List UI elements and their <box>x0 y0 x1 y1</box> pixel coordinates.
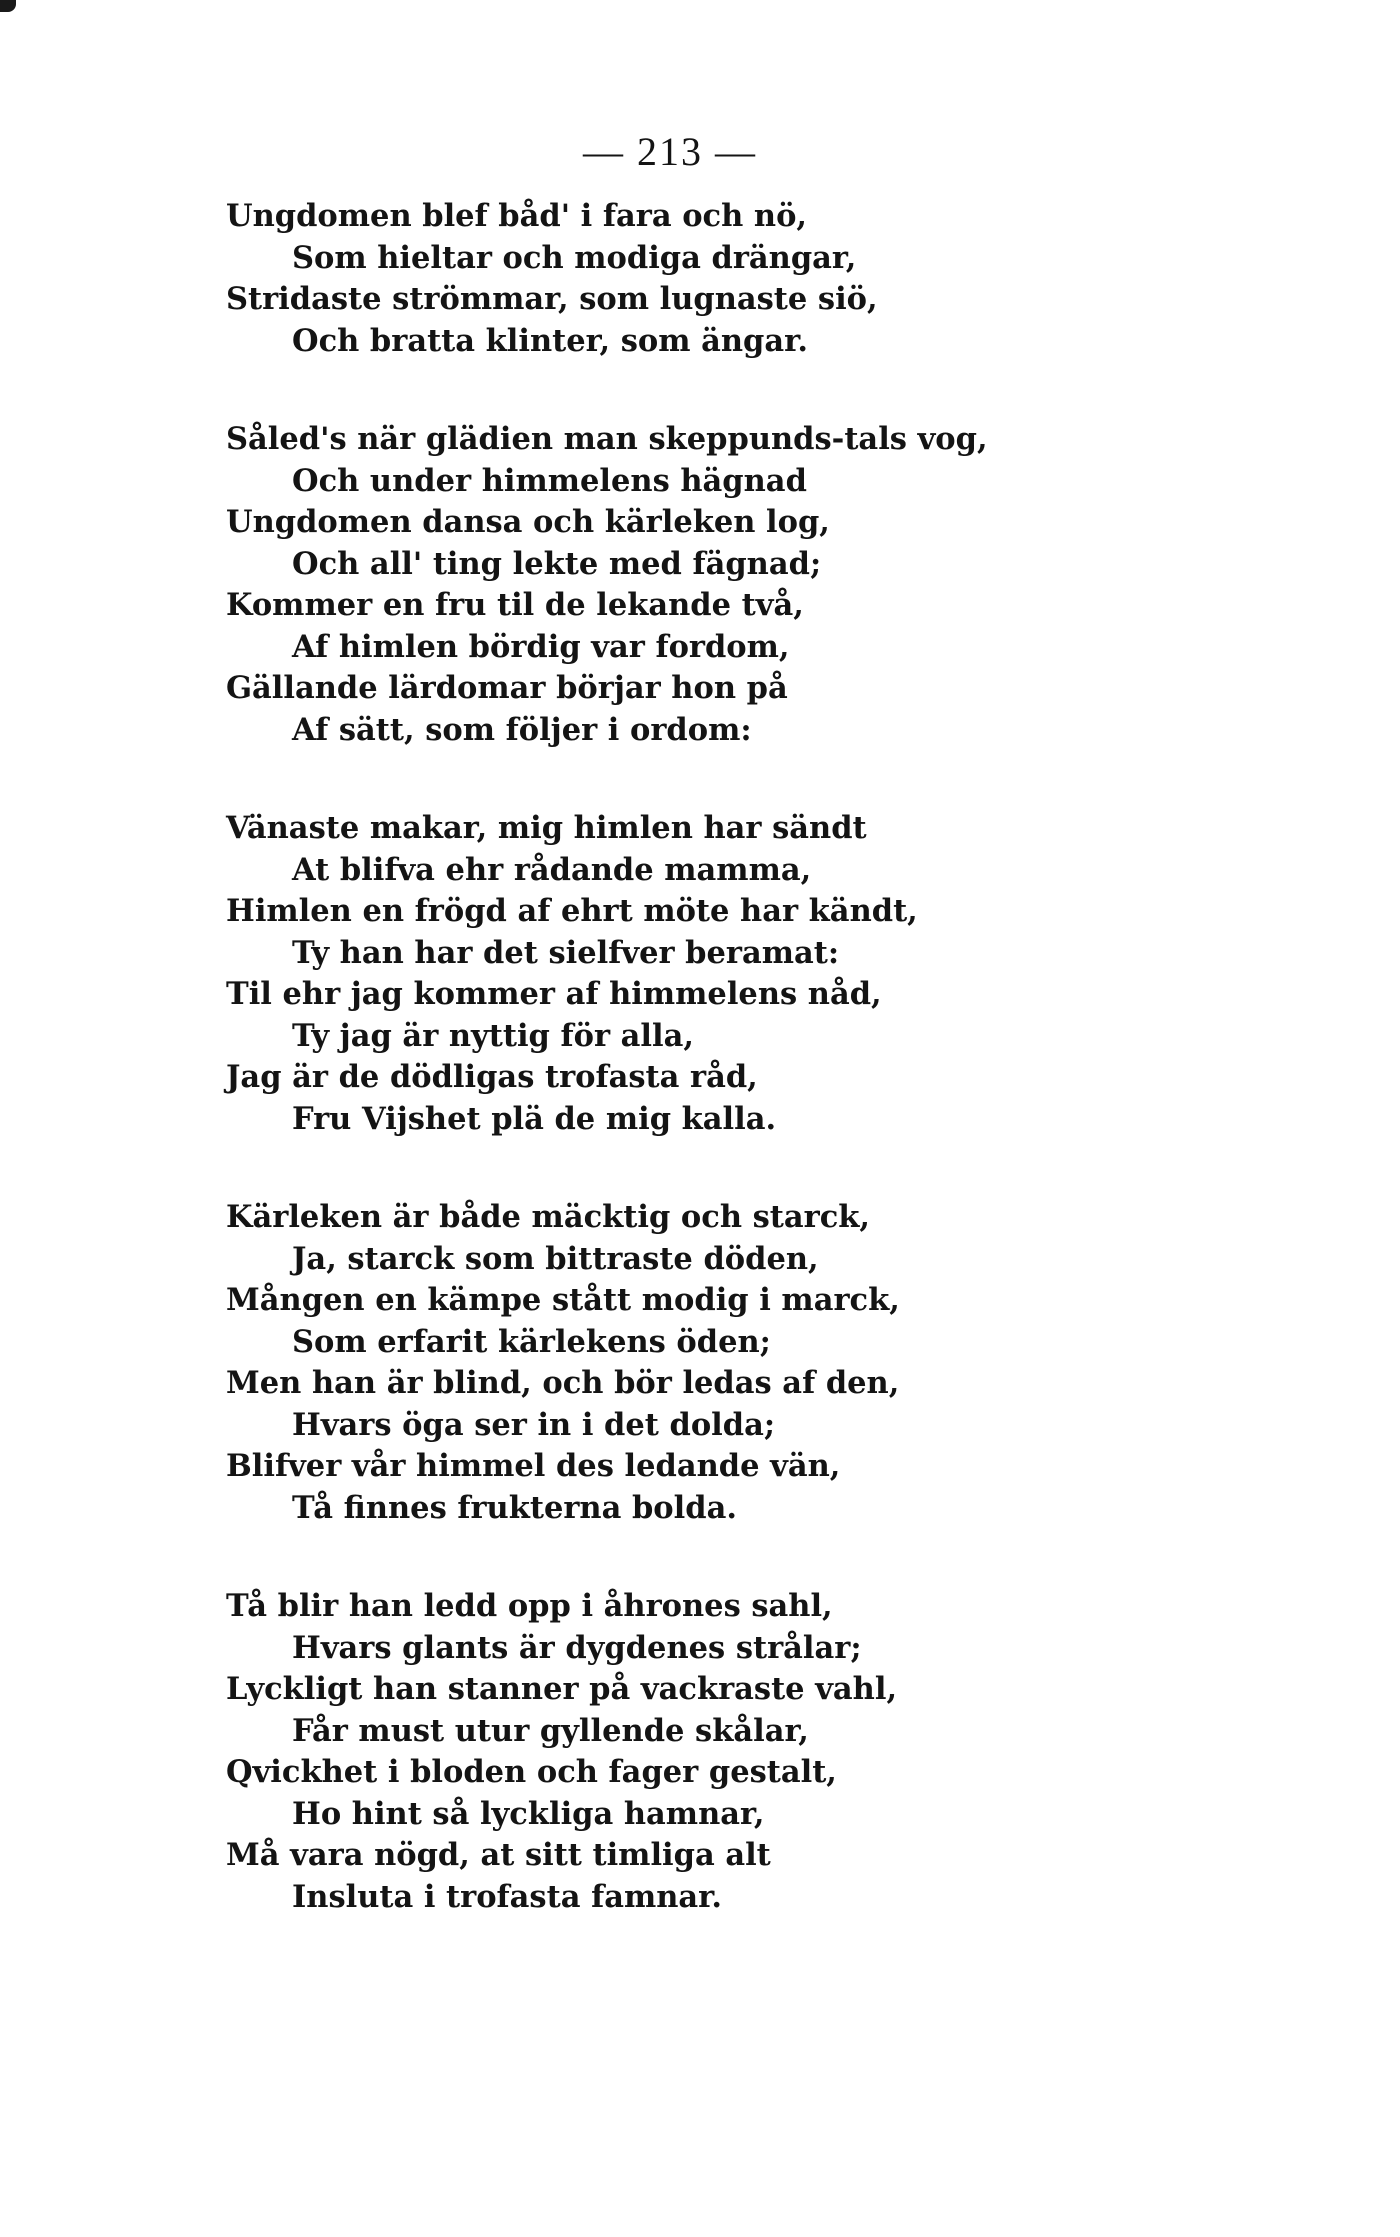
poem-line: Insluta i trofasta famnar. <box>292 1878 723 1915</box>
poem-line: Af himlen bördig var fordom, <box>292 628 790 665</box>
stanza <box>226 1197 1326 1529</box>
poem-line: Som hieltar och modiga drängar, <box>292 239 857 276</box>
poem-line: Tå finnes frukterna bolda. <box>292 1489 737 1526</box>
poem-line: Ungdomen blef båd' i fara och nö, <box>226 198 808 234</box>
poem-line: Såled's när glädien man skeppunds-tals vog, <box>226 421 988 457</box>
poem-line: Ungdomen dansa och kärleken log, <box>226 504 830 540</box>
poem-line: Stridaste strömmar, som lugnaste siö, <box>226 281 878 317</box>
poem-line: Fru Vijshet plä de mig kalla. <box>292 1100 777 1137</box>
poem-line: Himlen en frögd af ehrt möte har kändt, <box>226 893 918 929</box>
poem-line: Kärleken är både mäcktig och starck, <box>226 1199 871 1235</box>
poem-line: Men han är blind, och bör ledas af den, <box>226 1365 900 1401</box>
poem-line: Som erfarit kärlekens öden; <box>292 1323 771 1360</box>
poem-line: At blifva ehr rådande mamma, <box>292 851 812 888</box>
poem-line: Af sätt, som följer i ordom: <box>292 711 752 748</box>
poem-line: Och bratta klinter, som ängar. <box>292 322 809 359</box>
stanza <box>226 419 1326 751</box>
poem-line: Jag är de dödligas trofasta råd, <box>226 1059 758 1095</box>
poem-line: Hvars öga ser in i det dolda; <box>292 1406 776 1443</box>
poem-line: Kommer en fru til de lekande två, <box>226 587 804 623</box>
poem-line: Mången en kämpe stått modig i marck, <box>226 1282 900 1318</box>
poem-line: Ja, starck som bittraste döden, <box>292 1240 819 1277</box>
poem-line: Til ehr jag kommer af himmelens nåd, <box>226 976 882 1012</box>
poem-line: Må vara nögd, at sitt timliga alt <box>226 1837 771 1873</box>
poem-line: Vänaste makar, mig himlen har sändt <box>226 810 867 846</box>
stanza <box>226 808 1326 1140</box>
poem <box>226 196 1326 1975</box>
poem-line: Får must utur gyllende skålar, <box>292 1712 809 1749</box>
stanza <box>226 196 1326 362</box>
poem-line: Qvickhet i bloden och fager gestalt, <box>226 1754 837 1790</box>
poem-line: Tå blir han ledd opp i åhrones sahl, <box>226 1588 833 1624</box>
poem-line: Och under himmelens hägnad <box>292 462 807 499</box>
poem-line: Blifver vår himmel des ledande vän, <box>226 1448 841 1484</box>
poem-line: Ty jag är nyttig för alla, <box>292 1017 694 1054</box>
page-number: — 213 — <box>583 129 757 174</box>
poem-line: Och all' ting lekte med fägnad; <box>292 545 822 582</box>
poem-line: Gällande lärdomar börjar hon på <box>226 670 788 706</box>
poem-line: Ty han har det sielfver beramat: <box>292 934 840 971</box>
poem-line: Hvars glants är dygdenes strålar; <box>292 1629 862 1666</box>
corner-ink-mark <box>0 0 16 12</box>
stanza <box>226 1586 1326 1918</box>
poem-line: Ho hint så lyckliga hamnar, <box>292 1795 765 1832</box>
poem-line: Lyckligt han stanner på vackraste vahl, <box>226 1671 898 1707</box>
